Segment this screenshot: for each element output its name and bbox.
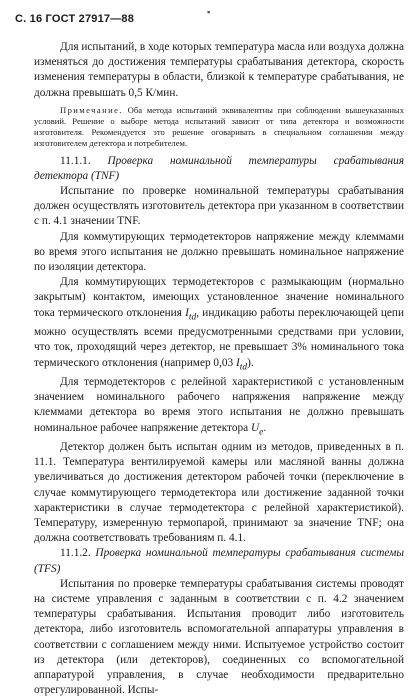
symbol-sub-e: e — [259, 426, 264, 437]
text-run: Для термодетекторов с релейной характеристикой с установленным значением номинального рабочего напряжения напряжение между клеммами детектора во время этого испытания не должно превышать номинальное рабочее напряжение детектора — [34, 375, 404, 434]
section-title: Проверка номинальной температуры срабатывания системы (TFS) — [34, 547, 404, 575]
document-body — [34, 40, 404, 698]
section-heading-11-1-2 — [34, 546, 404, 576]
note-text: Оба метода испытаний эквивалентны при соблюдении вышеуказанных условий. Решение о выборе метода испытаний зависит от типа детектора и возможности изготовителя. Рекомендуется это решение оговаривать в специальном соглашении между изготовителем детектора и потребителем. — [34, 104, 404, 149]
symbol-i: I — [185, 306, 189, 319]
text-run: ). — [247, 356, 254, 369]
paragraph-relay-characteristic — [34, 375, 404, 440]
text-run: , индикацию работы переключающей цепи можно осуществлять всеми предусмотренными средствами при условии, что ток, проходящий через детектор, не превышает 3% номинального тока термического отклонения (например 0,03 — [34, 306, 404, 369]
section-number: 11.1.2. — [60, 547, 91, 560]
note-label: Примечание. — [60, 104, 123, 115]
section-number: 11.1.1. — [60, 154, 91, 167]
paragraph-oil-air-rate: Для испытаний, в ходе которых температура масла или воздуха должна изменяться до достижения температуры срабатывания детектора, скорость изменения температуры в области, близкой к температуре срабатывания, не должна превышать 0,5 К/мин. — [34, 41, 405, 99]
paragraph-break-contact — [34, 275, 404, 375]
text-run: Для коммутирующих термодетекторов с размыкающим (нормально закрытым) контактом, имеющих установленное значение номинального тока термического отклонения — [34, 276, 404, 319]
paragraph-tfs-test: Испытания по проверке температуры срабатывания системы проводят на системе управления с заданным в соответствии с п. 4.2 значением температуры срабатывания. Испытания проводит либо изготовитель детектора, либо изготовитель вспомогательной аппаратуры управления в соответствии с соглашением между ними. Испытуемое устройство состоит из детектора (или детекторов), соединенных со вспомогательной аппаратурой управления, в случае необходимости предварительно отрегулированной. Испы- — [34, 577, 404, 697]
symbol-sub-td: td — [239, 361, 248, 372]
paragraph-switching-voltage: Для коммутирующих термодетекторов напряжение между клеммами во время этого испытания не должно превышать номинальное напряжение по изоляции детектора. — [34, 230, 404, 274]
symbol-sub-td: td — [188, 311, 197, 322]
text-run: . — [263, 421, 267, 434]
symbol-u: U — [250, 421, 260, 434]
symbol-i: I — [236, 356, 240, 369]
paragraph-tnf-test: Испытание по проверке номинальной температуры срабатывания должен осуществлять изготовитель детектора при указанном в соответствии с п. 4.1 значении TNF. — [34, 185, 404, 228]
paragraph-test-method: Детектор должен быть испытан одним из методов, приведенных в п. 11.1. Температура вентилируемой камеры или масляной ванны должна увеличиваться до достижения детектором рабочей точки (переключение в случае коммутирующего термодетектора или достижение заданной точки характеристики в случае термодетектора с релейной характеристикой). Температуру, измеренную термопарой, принимают за значение TNF; она должна соответствовать требованиям п. 4.1. — [34, 441, 404, 545]
page-header: С. 16 ГОСТ 27917—88 — [15, 13, 135, 25]
section-heading-11-1-1 — [34, 154, 404, 184]
scan-mark: ▪ — [207, 7, 211, 17]
note-block — [34, 105, 404, 150]
section-title: Проверка номинальной температуры срабатывания детектора (TNF) — [34, 154, 404, 182]
